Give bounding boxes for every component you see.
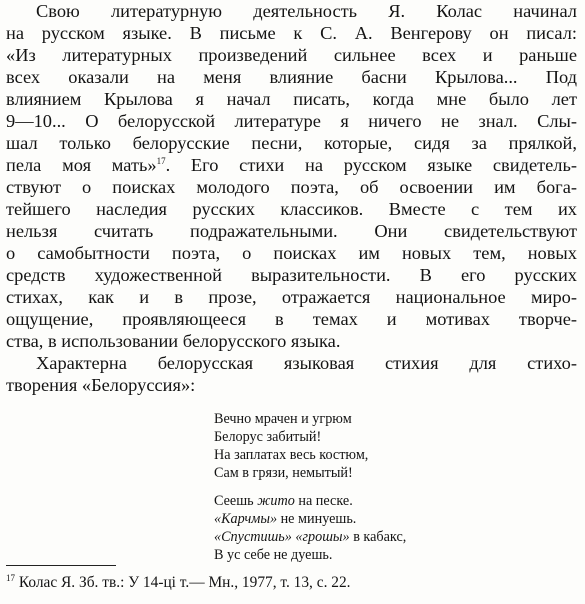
stanza-2-line-1-after: на песке.: [294, 493, 353, 509]
stanza-2-line-2-after: не минуешь.: [277, 511, 357, 527]
footnote-17: [6, 574, 351, 592]
poem-stanza-2-line-1: [214, 492, 353, 510]
footnote-text: Колас Я. Зб. тв.: У 14-ці т.— Мн., 1977, т. 13, с. 22.: [15, 574, 351, 591]
paragraph-1-line-13: средств художественной выразительности. В его русских: [6, 265, 577, 285]
stanza-2-line-3-italic-b: «грошы»: [295, 529, 350, 545]
paragraph-2-line-1: Характерна белорусская языковая стихия для стихо-: [36, 353, 577, 373]
paragraph-1-line-7: шал только белорусские песни, которые, сидя за прялкой,: [6, 133, 577, 153]
paragraph-1-line-2: на русском языке. В письме к С. А. Венгерову он писал:: [6, 23, 577, 43]
paragraph-1-line-16: ства, в использовании белорусского языка.: [6, 331, 341, 351]
stanza-2-line-1-italic: жито: [257, 493, 295, 509]
paragraph-1-line-14: стихах, как и в прозе, отражается национальное миро-: [6, 287, 577, 307]
paragraph-2-line-2: творения «Белоруссия»:: [6, 375, 196, 395]
stanza-2-line-2-italic: «Карчмы»: [214, 511, 278, 527]
paragraph-1-line-10: тейшего наследия русских классиков. Вместе с тем их: [6, 199, 577, 219]
poem-stanza-1-line-3: На заплатах весь костюм,: [214, 447, 369, 463]
poem-stanza-2-line-2: [214, 510, 356, 528]
paragraph-1-line-11: нельзя считать подражательными. Они свидетельствуют: [6, 221, 577, 241]
paragraph-1-line-15: ощущение, проявляющееся в темах и мотивах творче-: [6, 309, 577, 329]
poem-stanza-2-line-4: В ус себе не дуешь.: [214, 547, 333, 563]
paragraph-1-line-1: Свою литературную деятельность Я. Колас начинал: [36, 1, 577, 21]
poem-stanza-2-line-3: [214, 528, 406, 546]
paragraph-1-line-5: влиянием Крылова я начал писать, когда мне было лет: [6, 89, 577, 109]
paragraph-1-line-6: 9—10... О белорусской литературе я ничего не знал. Слы-: [6, 111, 577, 131]
poem-stanza-1-line-4: Сам в грязи, немытый!: [214, 465, 353, 481]
paragraph-1-line-3: «Из литературных произведений сильнее всех и раньше: [6, 45, 577, 65]
paragraph-1-line-9: ствуют о поисках молодого поэта, об освоении им бога-: [6, 177, 577, 197]
footnote-reference-17[interactable]: 17: [156, 155, 166, 166]
stanza-2-line-1-before: Сеешь: [214, 493, 258, 509]
poem-stanza-1-line-2: Белорус забитый!: [214, 429, 322, 445]
footnote-marker: 17: [6, 572, 15, 583]
line-8-before-footnote: пела моя мать»: [6, 155, 157, 175]
line-8-after-footnote: . Его стихи на русском языке свидетель-: [165, 155, 577, 175]
poem-stanza-1-line-1: Вечно мрачен и угрюм: [214, 411, 352, 427]
paragraph-1-line-4: всех оказали на меня влияние басни Крылова... Под: [6, 67, 577, 87]
paragraph-1-line-8: [6, 154, 577, 176]
stanza-2-line-3-italic-a: «Спустишь»: [214, 529, 292, 545]
paragraph-1-line-12: о самобытности поэта, о поисках им новых тем, новых: [6, 243, 577, 263]
stanza-2-line-3-after: в кабакс,: [349, 529, 407, 545]
footnote-divider: [6, 565, 116, 566]
